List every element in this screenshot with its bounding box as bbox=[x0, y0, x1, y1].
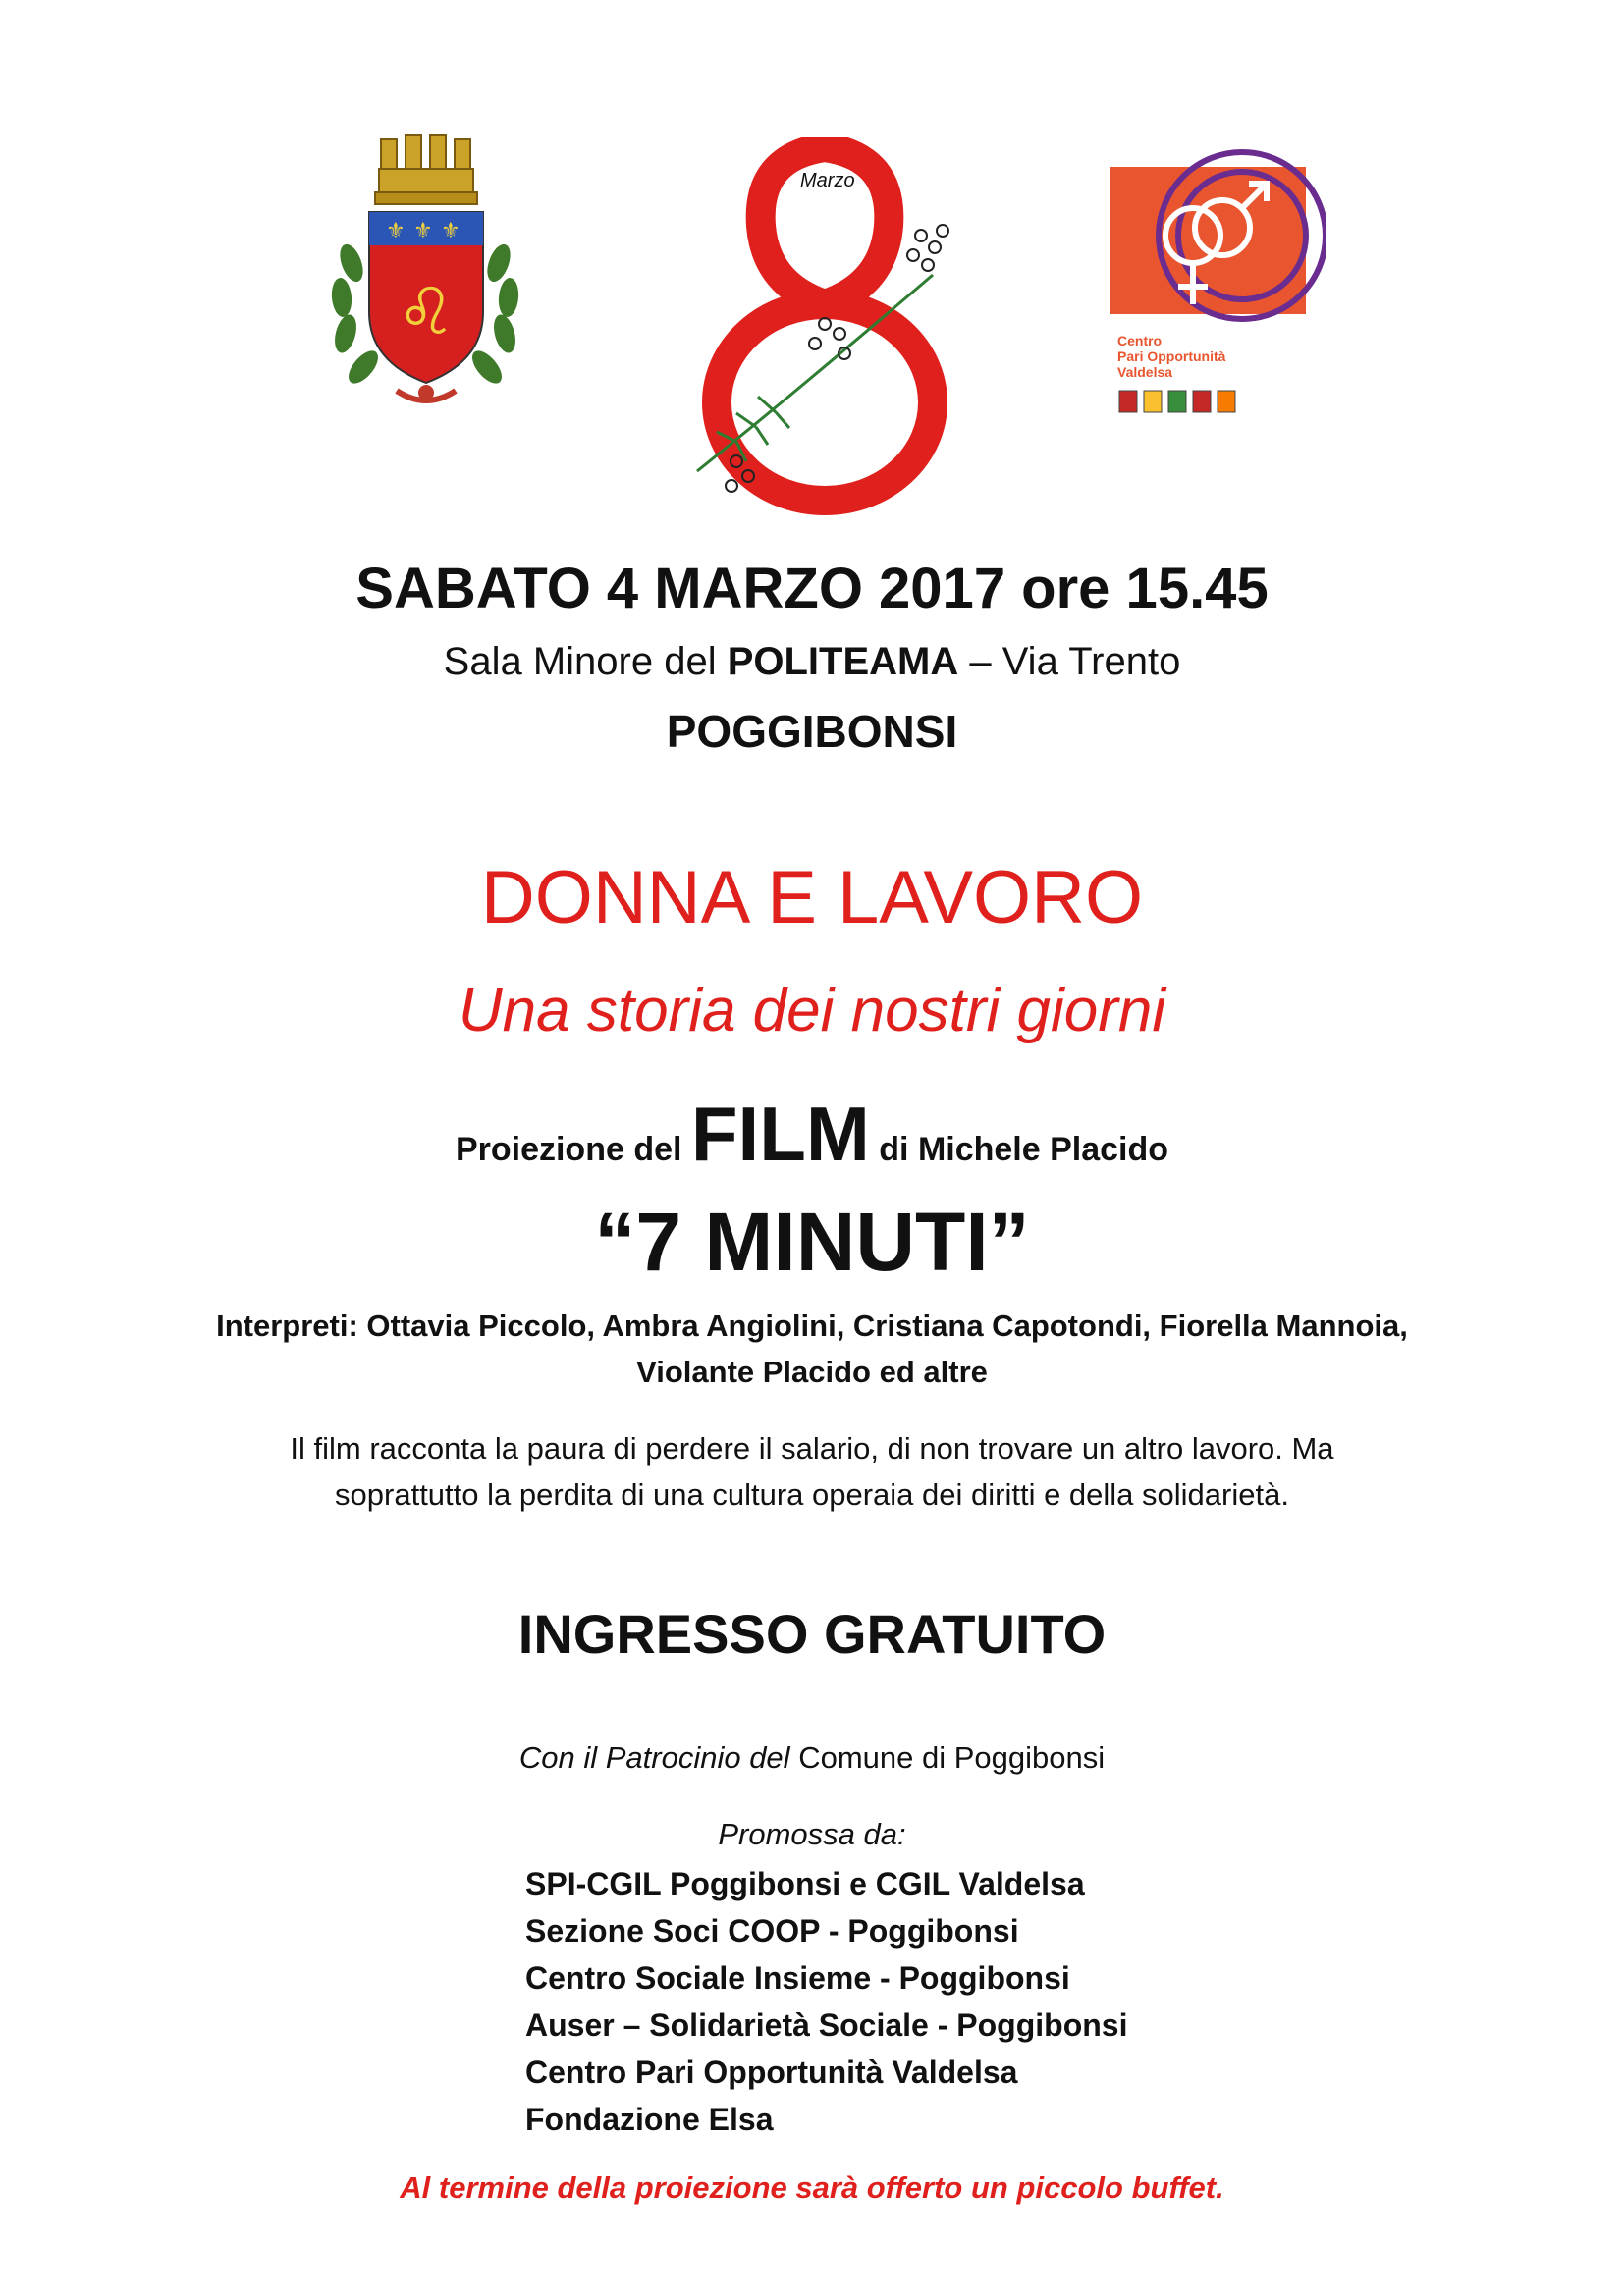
film-prefix: Proiezione del bbox=[455, 1131, 691, 1168]
venue-name: POLITEAMA bbox=[727, 640, 959, 683]
svg-text:⚜: ⚜ bbox=[413, 218, 433, 242]
patronage-entity: Comune di Poggibonsi bbox=[798, 1740, 1106, 1775]
film-line bbox=[0, 1080, 1624, 1210]
list-item: Auser – Solidarietà Sociale - Poggibonsi bbox=[525, 2007, 1128, 2043]
subtitle: Una storia dei nostri giorni bbox=[458, 977, 1166, 1044]
cast-line-1: Interpreti: Ottavia Piccolo, Ambra Angiolini, Cristiana Capotondi, Fiorella Mannoia, bbox=[216, 1308, 1408, 1343]
list-item: Fondazione Elsa bbox=[525, 2102, 774, 2137]
coat-of-arms-logo bbox=[312, 126, 538, 420]
list-item: Centro Pari Opportunità Valdelsa bbox=[525, 2055, 1018, 2090]
film-suffix: di Michele Placido bbox=[869, 1131, 1169, 1168]
cast-line-2: Violante Placido ed altre bbox=[636, 1355, 988, 1389]
promoters-list bbox=[525, 1860, 1409, 2143]
marzo-label: Marzo bbox=[800, 170, 855, 191]
city-line: POGGIBONSI bbox=[666, 706, 958, 757]
svg-text:Pari Opportunità: Pari Opportunità bbox=[1117, 348, 1226, 364]
film-name: “7 MINUTI” bbox=[594, 1196, 1030, 1288]
svg-text:Valdelsa: Valdelsa bbox=[1117, 364, 1173, 380]
svg-text:⚜: ⚜ bbox=[441, 218, 460, 242]
main-title: DONNA E LAVORO bbox=[480, 856, 1144, 939]
list-item: Sezione Soci COOP - Poggibonsi bbox=[525, 1913, 1019, 1949]
svg-text:⚜: ⚜ bbox=[386, 218, 406, 242]
list-item: SPI-CGIL Poggibonsi e CGIL Valdelsa bbox=[525, 1866, 1085, 1901]
venue-prefix: Sala Minore del bbox=[443, 640, 728, 683]
description-line-1: Il film racconta la paura di perdere il salario, di non trovare un altro lavoro. Ma bbox=[290, 1431, 1334, 1466]
venue-suffix: – Via Trento bbox=[958, 640, 1181, 683]
svg-text:Centro: Centro bbox=[1117, 333, 1163, 348]
patronage-line bbox=[0, 1737, 1624, 1779]
list-item: Centro Sociale Insieme - Poggibonsi bbox=[525, 1960, 1070, 1996]
small-crests-icon bbox=[1119, 391, 1235, 412]
svg-text:♌: ♌ bbox=[397, 274, 456, 349]
patronage-prefix: Con il Patrocinio del bbox=[518, 1740, 799, 1775]
buffet-note: Al termine della proiezione sarà offerto un piccolo buffet. bbox=[400, 2170, 1224, 2205]
eight-march-logo bbox=[677, 137, 972, 520]
event-date-line: SABATO 4 MARZO 2017 ore 15.45 bbox=[355, 557, 1269, 620]
admission-heading: INGRESSO GRATUITO bbox=[517, 1603, 1107, 1665]
pari-opportunita-logo bbox=[1100, 137, 1326, 432]
film-word: FILM bbox=[690, 1091, 870, 1177]
venue-line bbox=[0, 636, 1624, 687]
number-eight-icon bbox=[717, 147, 933, 501]
crown-icon bbox=[375, 135, 477, 204]
description-line-2: soprattutto la perdita di una cultura operaia dei diritti e della solidarietà. bbox=[335, 1477, 1289, 1512]
promoters-heading: Promossa da: bbox=[718, 1817, 906, 1851]
